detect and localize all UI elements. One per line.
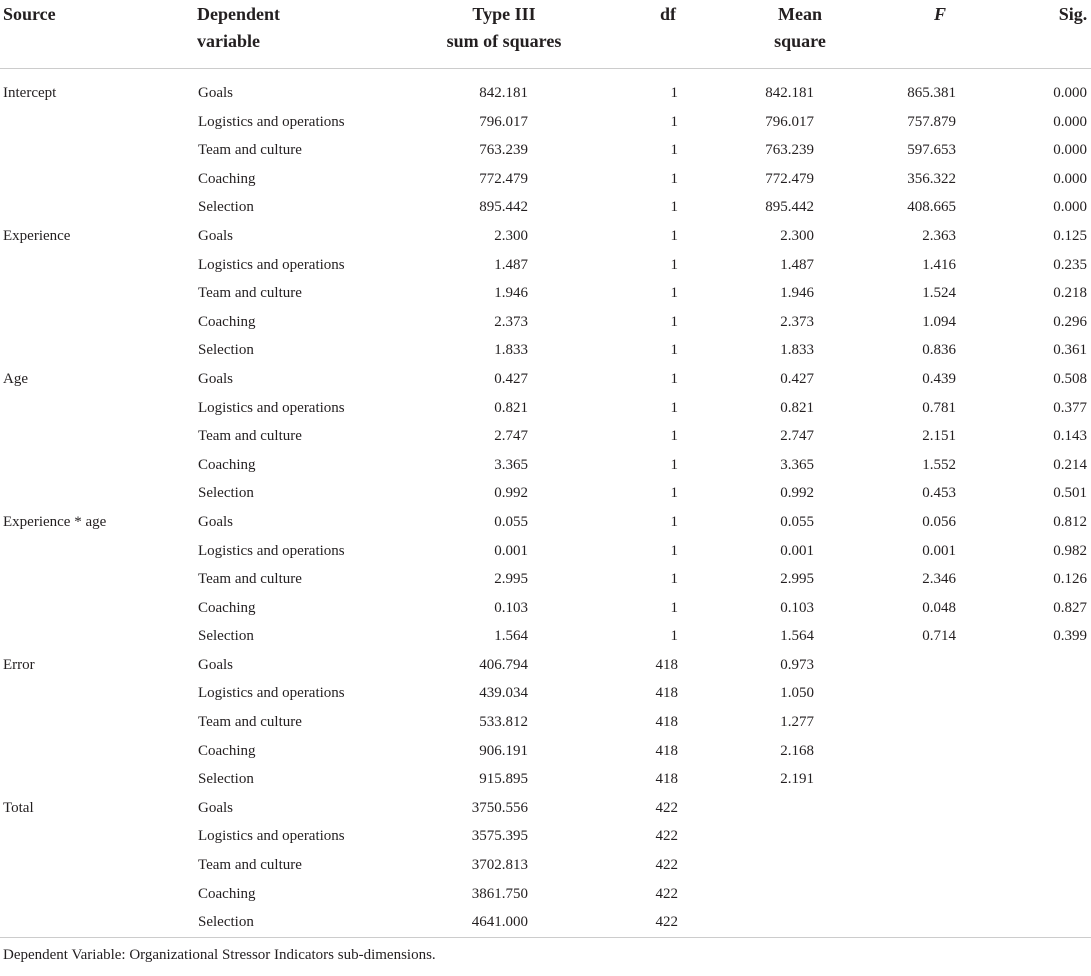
cell-source: Error xyxy=(3,656,35,673)
header-df: df xyxy=(659,4,676,24)
header-ms-line-1: Mean xyxy=(778,4,822,24)
cell-sum-of-squares: 406.794 xyxy=(479,656,528,673)
cell-df: 422 xyxy=(655,828,678,845)
table-row xyxy=(0,136,1091,165)
table-row xyxy=(0,851,1091,880)
cell-f: 1.094 xyxy=(922,313,956,330)
table-row xyxy=(0,279,1091,308)
cell-df: 1 xyxy=(670,227,678,244)
cell-df: 1 xyxy=(670,199,678,216)
cell-mean-square: 763.239 xyxy=(765,142,814,159)
cell-f: 2.346 xyxy=(922,571,956,588)
cell-dependent-variable: Team and culture xyxy=(198,714,302,731)
cell-f: 356.322 xyxy=(907,170,956,187)
table-row xyxy=(0,737,1091,766)
cell-dependent-variable: Team and culture xyxy=(198,428,302,445)
cell-mean-square: 1.487 xyxy=(780,256,814,273)
cell-df: 418 xyxy=(655,771,678,788)
cell-f: 1.524 xyxy=(922,285,956,302)
cell-f: 2.363 xyxy=(922,227,956,244)
cell-df: 418 xyxy=(655,656,678,673)
cell-f: 1.416 xyxy=(922,256,956,273)
table-row xyxy=(0,880,1091,909)
header-ss-line-1: Type III xyxy=(472,4,536,24)
cell-df: 422 xyxy=(655,857,678,874)
table-row xyxy=(0,394,1091,423)
cell-sum-of-squares: 3.365 xyxy=(494,456,528,473)
table-row xyxy=(0,308,1091,337)
cell-dependent-variable: Coaching xyxy=(198,599,256,616)
cell-sum-of-squares: 2.995 xyxy=(494,571,528,588)
cell-df: 1 xyxy=(670,142,678,159)
cell-df: 1 xyxy=(670,342,678,359)
cell-df: 1 xyxy=(670,485,678,502)
cell-sig: 0.000 xyxy=(1053,113,1087,130)
header-source: Source xyxy=(3,4,56,24)
cell-dependent-variable: Coaching xyxy=(198,885,256,902)
cell-sum-of-squares: 1.833 xyxy=(494,342,528,359)
table-row xyxy=(0,708,1091,737)
cell-source: Experience xyxy=(3,227,71,244)
cell-sig: 0.827 xyxy=(1053,599,1087,616)
cell-dependent-variable: Goals xyxy=(198,370,233,387)
cell-dependent-variable: Selection xyxy=(198,485,254,502)
cell-f: 408.665 xyxy=(907,199,956,216)
cell-dependent-variable: Goals xyxy=(198,227,233,244)
cell-dependent-variable: Selection xyxy=(198,628,254,645)
cell-df: 1 xyxy=(670,85,678,101)
cell-f: 0.781 xyxy=(922,399,956,416)
cell-df: 418 xyxy=(655,714,678,731)
cell-mean-square: 842.181 xyxy=(765,85,814,101)
cell-dependent-variable: Team and culture xyxy=(198,142,302,159)
table-row xyxy=(0,508,1091,537)
cell-df: 1 xyxy=(670,313,678,330)
cell-sum-of-squares: 772.479 xyxy=(479,170,528,187)
header-dependent-line-1: Dependent xyxy=(197,4,281,24)
cell-mean-square: 2.191 xyxy=(780,771,814,788)
cell-f: 865.381 xyxy=(907,85,956,101)
cell-mean-square: 0.055 xyxy=(780,513,814,530)
table-row xyxy=(0,794,1091,823)
cell-dependent-variable: Goals xyxy=(198,513,233,530)
cell-dependent-variable: Goals xyxy=(198,799,233,816)
cell-f: 597.653 xyxy=(907,142,956,159)
cell-sig: 0.214 xyxy=(1053,456,1087,473)
table-row xyxy=(0,908,1091,937)
table-row xyxy=(0,422,1091,451)
table-row xyxy=(0,679,1091,708)
cell-mean-square: 2.168 xyxy=(780,742,814,759)
cell-mean-square: 1.277 xyxy=(780,714,814,731)
cell-dependent-variable: Logistics and operations xyxy=(198,113,345,130)
cell-sum-of-squares: 2.300 xyxy=(494,227,528,244)
cell-f: 0.048 xyxy=(922,599,956,616)
cell-mean-square: 1.833 xyxy=(780,342,814,359)
cell-mean-square: 0.992 xyxy=(780,485,814,502)
cell-source: Total xyxy=(3,799,34,816)
cell-dependent-variable: Selection xyxy=(198,199,254,216)
cell-sum-of-squares: 1.564 xyxy=(494,628,528,645)
cell-sum-of-squares: 3702.813 xyxy=(471,857,528,874)
header-sum-of-squares xyxy=(439,1,569,55)
cell-sum-of-squares: 0.001 xyxy=(494,542,528,559)
cell-mean-square: 0.821 xyxy=(780,399,814,416)
cell-sum-of-squares: 842.181 xyxy=(479,85,528,101)
cell-sig: 0.218 xyxy=(1053,285,1087,302)
cell-sum-of-squares: 0.427 xyxy=(494,370,528,387)
cell-sum-of-squares: 1.946 xyxy=(494,285,528,302)
cell-source: Age xyxy=(3,370,28,387)
cell-mean-square: 1.050 xyxy=(780,685,814,702)
table-row xyxy=(0,222,1091,251)
header-ss-line-2: sum of squares xyxy=(446,31,562,51)
cell-dependent-variable: Selection xyxy=(198,771,254,788)
table-bottom-rule xyxy=(0,937,1091,938)
table-row xyxy=(0,479,1091,508)
cell-sig: 0.000 xyxy=(1053,170,1087,187)
cell-dependent-variable: Coaching xyxy=(198,742,256,759)
cell-sum-of-squares: 0.821 xyxy=(494,399,528,416)
table-row xyxy=(0,822,1091,851)
cell-sum-of-squares: 439.034 xyxy=(479,685,528,702)
cell-dependent-variable: Coaching xyxy=(198,456,256,473)
cell-dependent-variable: Team and culture xyxy=(198,571,302,588)
cell-dependent-variable: Logistics and operations xyxy=(198,542,345,559)
cell-dependent-variable: Coaching xyxy=(198,170,256,187)
table-row xyxy=(0,594,1091,623)
table-row xyxy=(0,336,1091,365)
table-row xyxy=(0,765,1091,794)
cell-mean-square: 3.365 xyxy=(780,456,814,473)
cell-sig: 0.126 xyxy=(1053,571,1087,588)
cell-dependent-variable: Logistics and operations xyxy=(198,828,345,845)
cell-df: 1 xyxy=(670,370,678,387)
cell-sig: 0.125 xyxy=(1053,227,1087,244)
table-footnote: Dependent Variable: Organizational Stressor Indicators sub-dimensions. xyxy=(3,947,436,963)
cell-sig: 0.235 xyxy=(1053,256,1087,273)
cell-df: 1 xyxy=(670,456,678,473)
cell-dependent-variable: Team and culture xyxy=(198,857,302,874)
cell-sig: 0.812 xyxy=(1053,513,1087,530)
table-header xyxy=(0,0,1091,69)
cell-sum-of-squares: 3861.750 xyxy=(471,885,528,902)
cell-sum-of-squares: 2.373 xyxy=(494,313,528,330)
cell-sig: 0.000 xyxy=(1053,199,1087,216)
cell-df: 422 xyxy=(655,914,678,931)
cell-df: 1 xyxy=(670,256,678,273)
cell-mean-square: 0.001 xyxy=(780,542,814,559)
cell-sum-of-squares: 0.055 xyxy=(494,513,528,530)
cell-df: 1 xyxy=(670,599,678,616)
table-row xyxy=(0,565,1091,594)
table-row xyxy=(0,451,1091,480)
cell-mean-square: 895.442 xyxy=(765,199,814,216)
cell-f: 0.836 xyxy=(922,342,956,359)
cell-f: 0.056 xyxy=(922,513,956,530)
cell-dependent-variable: Goals xyxy=(198,656,233,673)
cell-sum-of-squares: 0.103 xyxy=(494,599,528,616)
cell-df: 1 xyxy=(670,428,678,445)
table-row xyxy=(0,651,1091,680)
cell-df: 1 xyxy=(670,513,678,530)
cell-df: 1 xyxy=(670,113,678,130)
cell-sum-of-squares: 763.239 xyxy=(479,142,528,159)
table-body xyxy=(0,79,1091,937)
cell-f: 2.151 xyxy=(922,428,956,445)
table-row xyxy=(0,365,1091,394)
cell-df: 418 xyxy=(655,685,678,702)
cell-mean-square: 2.373 xyxy=(780,313,814,330)
cell-sum-of-squares: 4641.000 xyxy=(471,914,528,931)
cell-dependent-variable: Coaching xyxy=(198,313,256,330)
cell-mean-square: 2.995 xyxy=(780,571,814,588)
cell-dependent-variable: Goals xyxy=(198,85,233,101)
header-sig: Sig. xyxy=(1058,4,1088,24)
header-f: F xyxy=(933,4,946,24)
cell-mean-square: 1.564 xyxy=(780,628,814,645)
cell-df: 1 xyxy=(670,399,678,416)
cell-sum-of-squares: 1.487 xyxy=(494,256,528,273)
cell-source: Experience * age xyxy=(3,513,107,530)
cell-df: 1 xyxy=(670,285,678,302)
cell-f: 0.439 xyxy=(922,370,956,387)
cell-dependent-variable: Logistics and operations xyxy=(198,685,345,702)
cell-sig: 0.000 xyxy=(1053,142,1087,159)
cell-sig: 0.143 xyxy=(1053,428,1087,445)
cell-f: 0.714 xyxy=(922,628,956,645)
cell-source: Intercept xyxy=(3,85,57,101)
cell-sig: 0.377 xyxy=(1053,399,1087,416)
cell-mean-square: 2.300 xyxy=(780,227,814,244)
cell-sum-of-squares: 3750.556 xyxy=(471,799,528,816)
cell-mean-square: 0.973 xyxy=(780,656,814,673)
cell-sum-of-squares: 2.747 xyxy=(494,428,528,445)
cell-sum-of-squares: 915.895 xyxy=(479,771,528,788)
table-row xyxy=(0,193,1091,222)
cell-df: 418 xyxy=(655,742,678,759)
cell-mean-square: 1.946 xyxy=(780,285,814,302)
cell-mean-square: 772.479 xyxy=(765,170,814,187)
cell-sum-of-squares: 3575.395 xyxy=(471,828,528,845)
header-dependent-line-2: variable xyxy=(197,31,260,51)
cell-df: 422 xyxy=(655,799,678,816)
table-row xyxy=(0,165,1091,194)
cell-mean-square: 796.017 xyxy=(765,113,814,130)
cell-dependent-variable: Logistics and operations xyxy=(198,399,345,416)
cell-f: 0.453 xyxy=(922,485,956,502)
cell-mean-square: 0.103 xyxy=(780,599,814,616)
cell-sum-of-squares: 796.017 xyxy=(479,113,528,130)
table-row xyxy=(0,537,1091,566)
cell-sig: 0.296 xyxy=(1053,313,1087,330)
cell-dependent-variable: Team and culture xyxy=(198,285,302,302)
cell-df: 1 xyxy=(670,542,678,559)
cell-sig: 0.361 xyxy=(1053,342,1087,359)
table-row xyxy=(0,108,1091,137)
cell-mean-square: 2.747 xyxy=(780,428,814,445)
cell-f: 757.879 xyxy=(907,113,956,130)
cell-df: 422 xyxy=(655,885,678,902)
cell-dependent-variable: Selection xyxy=(198,342,254,359)
table-row xyxy=(0,622,1091,651)
cell-df: 1 xyxy=(670,628,678,645)
header-ms-line-2: square xyxy=(774,31,826,51)
cell-sum-of-squares: 0.992 xyxy=(494,485,528,502)
header-mean-square xyxy=(765,1,835,55)
cell-sum-of-squares: 533.812 xyxy=(479,714,528,731)
cell-sum-of-squares: 895.442 xyxy=(479,199,528,216)
cell-sig: 0.508 xyxy=(1053,370,1087,387)
cell-df: 1 xyxy=(670,571,678,588)
table-row xyxy=(0,79,1091,108)
cell-dependent-variable: Selection xyxy=(198,914,254,931)
cell-f: 1.552 xyxy=(922,456,956,473)
cell-f: 0.001 xyxy=(922,542,956,559)
header-dependent-variable xyxy=(197,1,280,55)
cell-sig: 0.000 xyxy=(1053,85,1087,101)
table-row xyxy=(0,251,1091,280)
cell-df: 1 xyxy=(670,170,678,187)
cell-sum-of-squares: 906.191 xyxy=(479,742,528,759)
cell-sig: 0.982 xyxy=(1053,542,1087,559)
cell-sig: 0.399 xyxy=(1053,628,1087,645)
cell-mean-square: 0.427 xyxy=(780,370,814,387)
cell-dependent-variable: Logistics and operations xyxy=(198,256,345,273)
cell-sig: 0.501 xyxy=(1053,485,1087,502)
